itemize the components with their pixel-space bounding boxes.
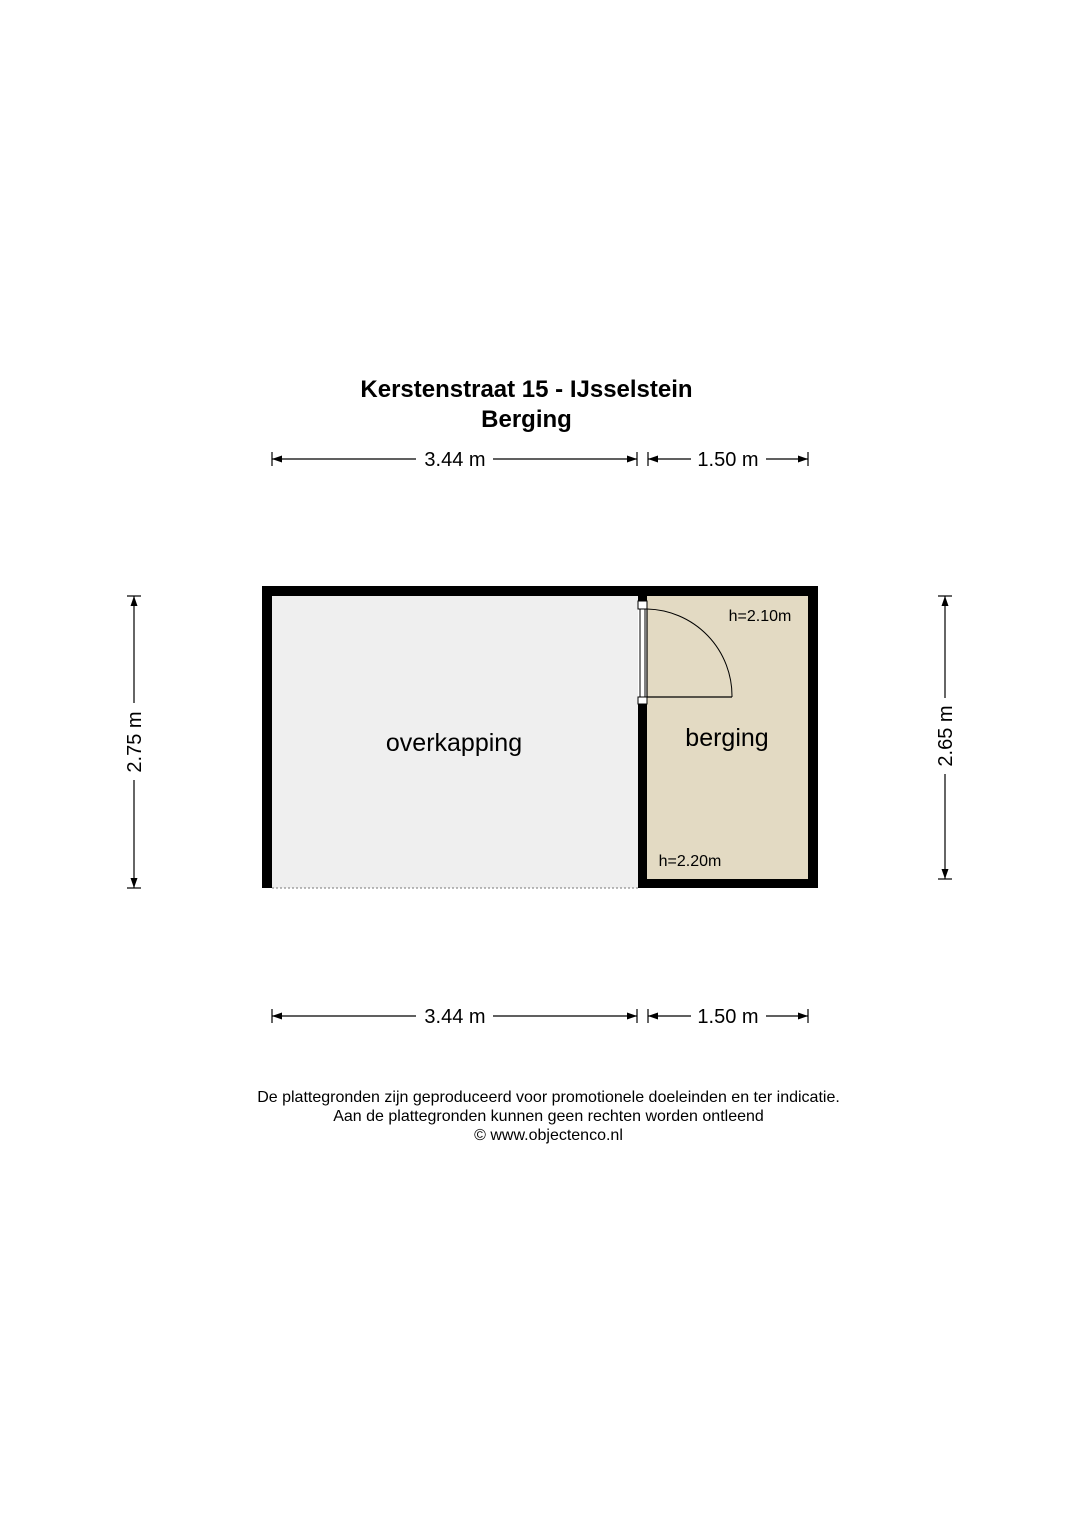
berging-height-bottom: h=2.20m <box>658 853 722 870</box>
dim-bottom-left-label: 3.44 m <box>424 1006 486 1028</box>
plan-subtitle: Berging <box>481 406 572 433</box>
room-label-overkapping: overkapping <box>385 729 523 757</box>
dim-bottom-right-label: 1.50 m <box>697 1006 759 1028</box>
dim-top-right-label: 1.50 m <box>697 449 759 471</box>
berging-height-top: h=2.10m <box>728 608 792 625</box>
dim-bottom-left <box>272 1006 637 1028</box>
dim-left-height <box>124 596 146 888</box>
dim-bottom-right <box>648 1006 808 1028</box>
dim-top-right <box>648 449 808 471</box>
copyright-link[interactable]: © www.objectenco.nl <box>474 1127 623 1144</box>
dim-top-left <box>272 449 637 471</box>
dim-right-height <box>935 596 957 879</box>
room-label-berging: berging <box>685 724 769 752</box>
disclaimer-line-1: De plattegronden zijn geproduceerd voor promotionele doeleinden en ter indicatie. <box>257 1089 840 1106</box>
dim-left-height-label: 2.75 m <box>124 711 146 773</box>
disclaimer-line-2: Aan de plattegronden kunnen geen rechten worden ontleend <box>333 1108 764 1125</box>
dim-top-left-label: 3.44 m <box>424 449 486 471</box>
plan-title: Kerstenstraat 15 - IJsselstein <box>360 376 693 403</box>
dim-right-height-label: 2.65 m <box>935 705 957 767</box>
